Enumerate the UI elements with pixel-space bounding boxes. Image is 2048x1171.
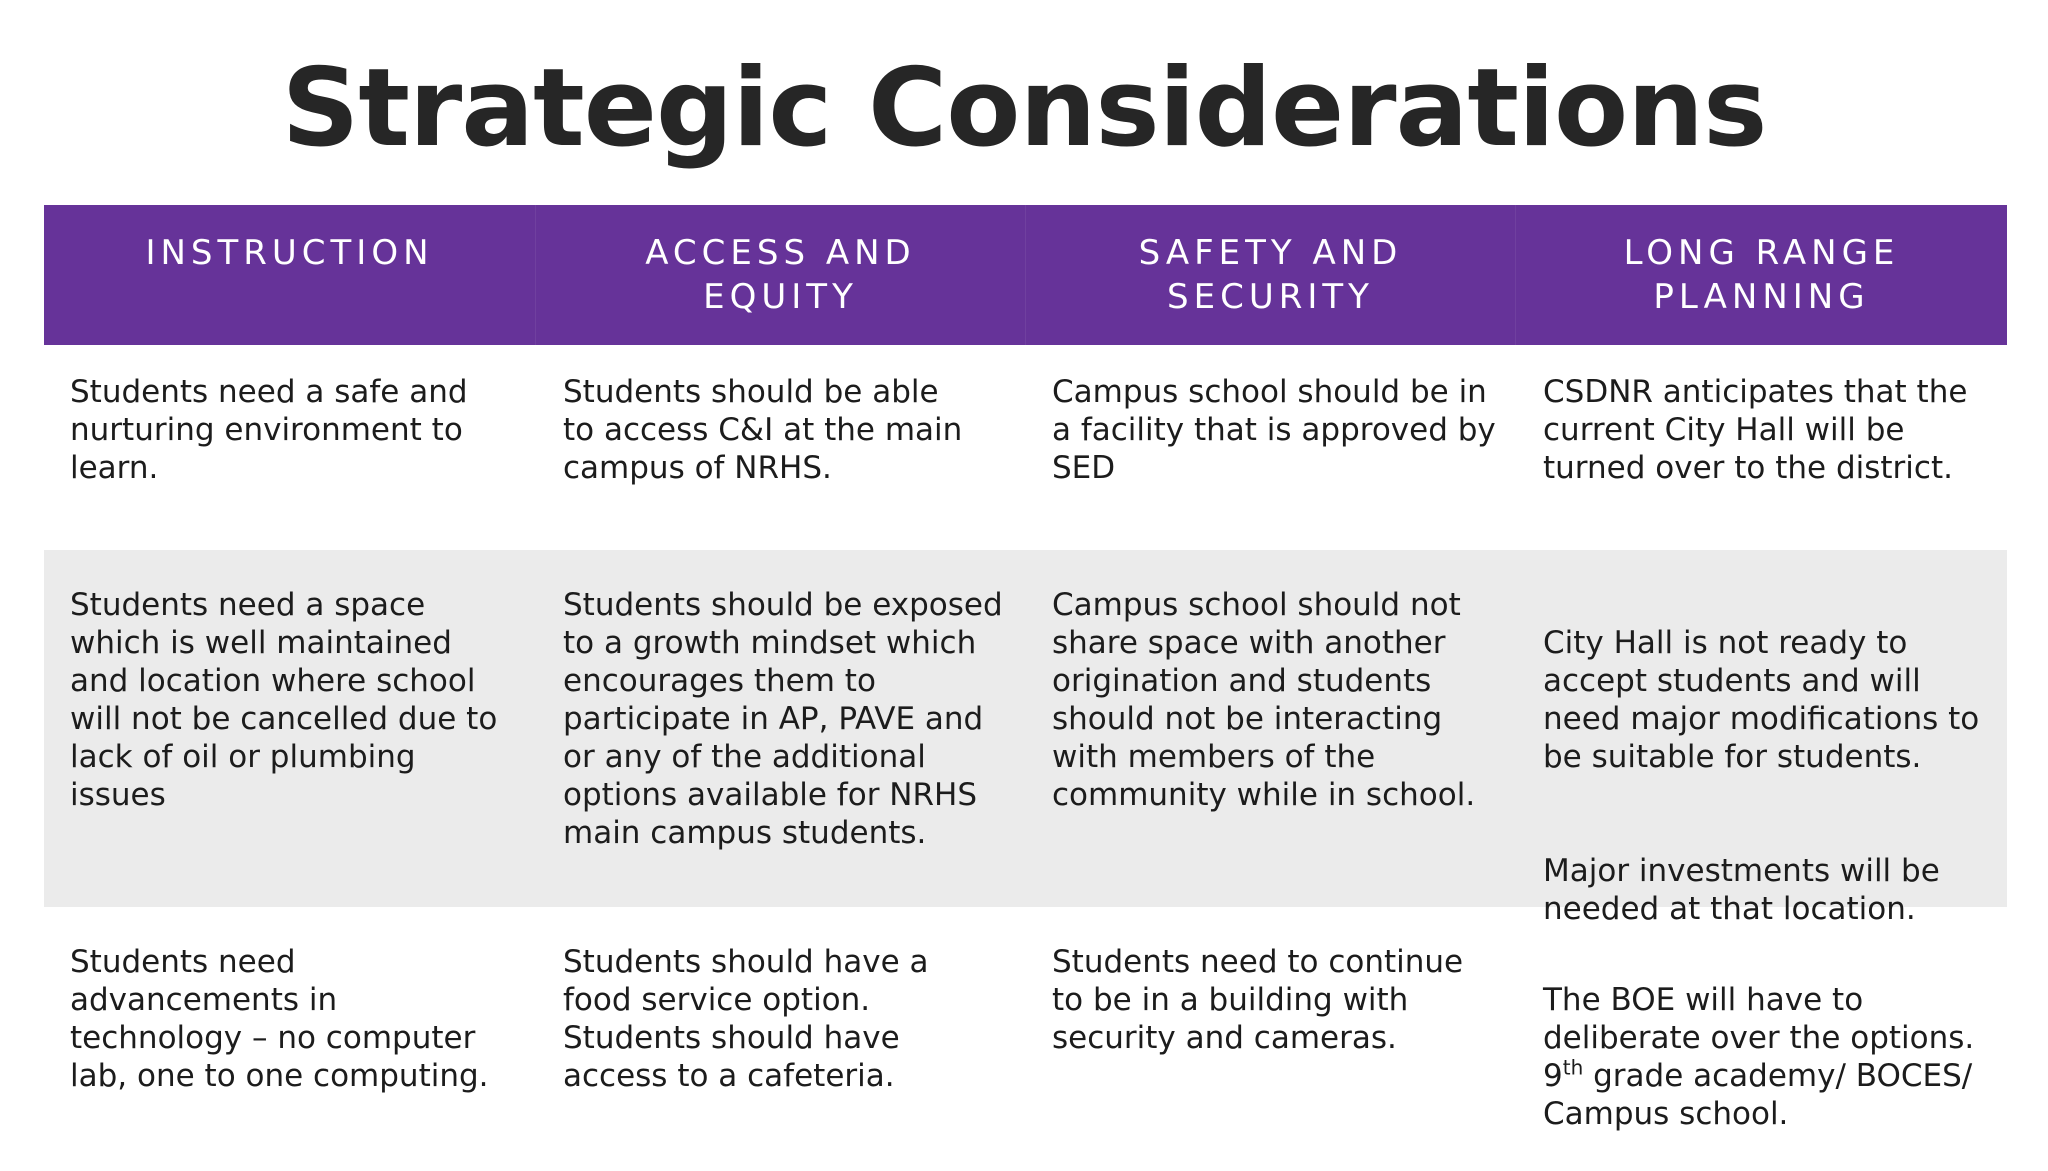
page-title: Strategic Considerations [281, 46, 1767, 171]
table-row [44, 907, 2007, 1132]
table-row [44, 550, 2007, 927]
column-header-access-and-equity: ACCESS AND EQUITY [536, 205, 1026, 345]
table-cell [1516, 907, 2007, 1132]
table-cell: Campus school should be in a facility that is approved by SED [1052, 374, 1496, 486]
considerations-table [44, 205, 2007, 1132]
table-cell: Students need advancements in technology – no computer lab, one to one computing. [70, 944, 489, 1094]
table-cell: Students need a safe and nurturing environment to learn. [70, 374, 468, 486]
column-header-safety-and-security: SAFETY AND SECURITY [1026, 205, 1516, 345]
cell-paragraph: 9th grade academy/ BOCES/ Campus school. [1543, 1055, 1973, 1132]
table-header-row [44, 205, 2007, 345]
table-cell: Students need a space which is well maintained and location where school will not be cancelled due to lack of oil or plumbing issues [70, 587, 498, 813]
cell-paragraph: Major investments will be needed at that location. [1543, 853, 1940, 927]
table-cell: Students should be able to access C&I at the main campus of NRHS. [563, 374, 963, 486]
table-cell: Students need to continue to be in a building with security and cameras. [1052, 944, 1464, 1056]
table-cell [1516, 550, 2007, 927]
table-row [44, 345, 2007, 550]
table-cell: Students should be exposed to a growth mindset which encourages them to participate in AP, PAVE and or any of the additional options available for NRHS main campus students. [563, 587, 1003, 851]
table-cell: CSDNR anticipates that the current City Hall will be turned over to the district. [1543, 374, 1968, 486]
table-cell: Students should have a food service option. Students should have access to a cafeteria. [563, 944, 929, 1094]
cell-paragraph: City Hall is not ready to accept students and will need major modifications to be suitable for students. [1543, 625, 1980, 775]
column-header-instruction: INSTRUCTION [44, 205, 536, 345]
cell-paragraph: The BOE will have to deliberate over the options. [1543, 982, 1975, 1056]
column-header-long-range-planning: LONG RANGE PLANNING [1623, 233, 1900, 317]
table-cell: Campus school should not share space with another origination and students should not be interacting with members of the community while in school. [1052, 587, 1476, 813]
